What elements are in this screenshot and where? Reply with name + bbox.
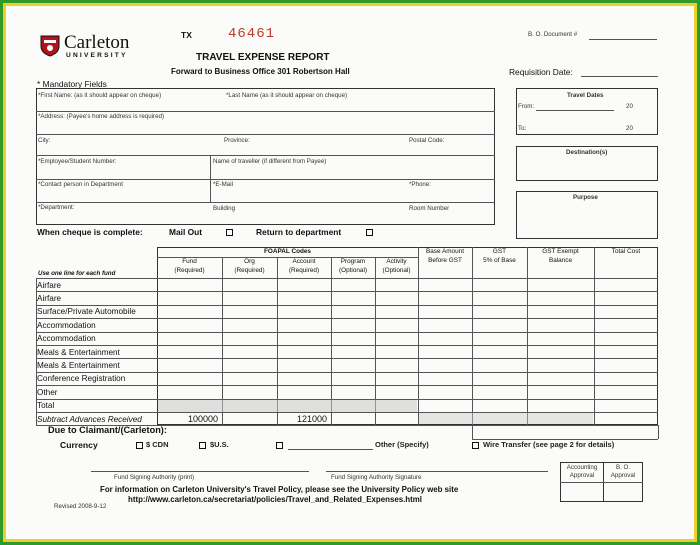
room-number-field[interactable]: Room Number bbox=[409, 205, 450, 212]
expense-cell[interactable] bbox=[278, 306, 330, 317]
expense-cell[interactable] bbox=[332, 413, 374, 424]
expense-cell[interactable] bbox=[419, 400, 471, 411]
travel-from-year: 20 bbox=[626, 103, 633, 110]
expense-row-label: Total bbox=[37, 401, 55, 411]
expense-cell[interactable] bbox=[332, 279, 374, 290]
total-row-shade bbox=[158, 400, 417, 412]
fund-authority-print-line[interactable] bbox=[91, 471, 309, 472]
expense-cell[interactable] bbox=[158, 373, 221, 384]
expense-cell[interactable] bbox=[528, 400, 593, 411]
expense-cell[interactable] bbox=[278, 386, 330, 397]
expense-cell[interactable] bbox=[473, 400, 526, 411]
expense-row-label: Accommodation bbox=[37, 320, 96, 330]
expense-cell[interactable] bbox=[528, 386, 593, 397]
cdn-label: $ CDN bbox=[146, 440, 169, 449]
expense-row-label: Other bbox=[37, 387, 58, 397]
expense-cell[interactable] bbox=[595, 319, 657, 330]
expense-cell[interactable] bbox=[332, 359, 374, 370]
expense-cell[interactable] bbox=[595, 292, 657, 303]
expense-cell[interactable] bbox=[528, 306, 593, 317]
expense-cell[interactable] bbox=[223, 292, 276, 303]
first-name-field[interactable]: *First Name: (as it should appear on cheque) bbox=[38, 92, 162, 99]
expense-cell[interactable] bbox=[376, 306, 417, 317]
expense-cell[interactable] bbox=[595, 373, 657, 384]
expense-cell[interactable] bbox=[595, 400, 657, 411]
column-header: Total Cost bbox=[611, 248, 641, 255]
expense-cell[interactable] bbox=[223, 333, 276, 344]
column-header: GST Exempt Balance bbox=[542, 248, 579, 264]
expense-cell[interactable] bbox=[278, 279, 330, 290]
expense-row-label: Airfare bbox=[37, 293, 62, 303]
expense-cell[interactable] bbox=[528, 319, 593, 330]
expense-cell[interactable] bbox=[528, 279, 593, 290]
carleton-shield-icon bbox=[40, 35, 60, 57]
logo-sub: UNIVERSITY bbox=[66, 52, 128, 59]
expense-cell[interactable] bbox=[376, 292, 417, 303]
destinations-title: Destination(s) bbox=[566, 149, 608, 156]
expense-cell[interactable] bbox=[419, 386, 471, 397]
divider bbox=[210, 155, 211, 202]
traveller-name-field[interactable]: Name of traveller (if different from Payee) bbox=[213, 158, 327, 165]
expense-cell[interactable] bbox=[595, 333, 657, 344]
other-currency-line[interactable] bbox=[288, 449, 373, 450]
expense-cell[interactable] bbox=[158, 306, 221, 317]
expense-cell[interactable] bbox=[376, 279, 417, 290]
divider bbox=[36, 134, 495, 135]
requisition-date-label: Requisition Date: bbox=[509, 67, 573, 77]
revised-date: Revised 2008-9-12 bbox=[54, 503, 107, 510]
expense-cell[interactable] bbox=[419, 306, 471, 317]
expense-cell[interactable] bbox=[278, 346, 330, 357]
divider bbox=[36, 179, 495, 180]
expense-cell[interactable] bbox=[332, 373, 374, 384]
bo-approval-label: B. O. Approval bbox=[610, 464, 636, 479]
due-rule bbox=[658, 425, 659, 439]
expense-cell[interactable] bbox=[595, 306, 657, 317]
cdn-checkbox[interactable] bbox=[136, 442, 143, 449]
expense-cell[interactable] bbox=[223, 306, 276, 317]
expense-cell[interactable] bbox=[473, 292, 526, 303]
contact-person-field[interactable]: *Contact person in Department bbox=[38, 181, 123, 188]
divider bbox=[36, 111, 495, 112]
expense-cell[interactable] bbox=[332, 333, 374, 344]
expense-cell[interactable] bbox=[223, 346, 276, 357]
expense-cell[interactable] bbox=[376, 413, 417, 424]
expense-cell[interactable] bbox=[595, 279, 657, 290]
forward-instruction: Forward to Business Office 301 Robertson Hall bbox=[171, 67, 350, 76]
expense-cell[interactable] bbox=[376, 373, 417, 384]
expense-cell[interactable] bbox=[278, 373, 330, 384]
fund-authority-signature-line[interactable] bbox=[326, 471, 548, 472]
travel-from-line[interactable] bbox=[536, 110, 614, 111]
expense-cell[interactable] bbox=[332, 346, 374, 357]
expense-cell[interactable] bbox=[473, 279, 526, 290]
wire-transfer-checkbox[interactable] bbox=[472, 442, 479, 449]
expense-cell[interactable] bbox=[376, 319, 417, 330]
accounting-approval-label: Accounting Approval bbox=[566, 464, 598, 479]
subtract-row-shade bbox=[419, 413, 593, 424]
expense-cell[interactable] bbox=[158, 279, 221, 290]
divider bbox=[603, 482, 643, 483]
policy-note: For information on Carleton University's Travel Policy, please see the University Policy web site bbox=[100, 485, 459, 494]
document-number: 46461 bbox=[228, 26, 276, 42]
return-department-label: Return to department bbox=[256, 227, 342, 237]
expense-row-label: Meals & Entertainment bbox=[37, 360, 120, 370]
expense-cell[interactable] bbox=[419, 359, 471, 370]
expense-cell[interactable] bbox=[473, 333, 526, 344]
expense-cell[interactable] bbox=[223, 319, 276, 330]
form-page bbox=[6, 6, 694, 539]
other-currency-label: Other (Specify) bbox=[375, 440, 429, 449]
purpose-title: Purpose bbox=[573, 194, 598, 201]
return-department-checkbox[interactable] bbox=[366, 229, 373, 236]
use-one-line-note: Use one line for each fund bbox=[38, 270, 116, 277]
column-header: Org (Required) bbox=[234, 258, 265, 274]
expense-cell[interactable] bbox=[223, 373, 276, 384]
expense-row-label: Airfare bbox=[37, 280, 62, 290]
expense-cell[interactable] bbox=[419, 279, 471, 290]
expense-cell[interactable] bbox=[332, 386, 374, 397]
expense-cell[interactable] bbox=[528, 292, 593, 303]
expense-cell[interactable] bbox=[528, 359, 593, 370]
department-field[interactable]: *Department: bbox=[38, 204, 75, 211]
column-header: Program (Optional) bbox=[338, 258, 368, 274]
mail-out-checkbox[interactable] bbox=[226, 229, 233, 236]
expense-cell[interactable] bbox=[223, 386, 276, 397]
travel-to-year: 20 bbox=[626, 125, 633, 132]
logo-name: Carleton bbox=[64, 32, 130, 53]
fund-advance-value: 100000 bbox=[187, 413, 218, 424]
province-field[interactable]: Province: bbox=[224, 137, 250, 144]
due-to-claimant-label: Due to Claimant/(Carleton): bbox=[48, 425, 167, 435]
postal-code-field[interactable]: Postal Code: bbox=[409, 137, 445, 144]
building-field[interactable]: Building bbox=[213, 205, 236, 212]
us-checkbox[interactable] bbox=[199, 442, 206, 449]
expense-cell[interactable] bbox=[332, 306, 374, 317]
expense-cell[interactable] bbox=[278, 292, 330, 303]
expense-cell[interactable] bbox=[223, 359, 276, 370]
mail-out-label: Mail Out bbox=[169, 227, 203, 237]
expense-cell[interactable] bbox=[528, 333, 593, 344]
expense-cell[interactable] bbox=[419, 373, 471, 384]
divider bbox=[560, 482, 604, 483]
expense-cell[interactable] bbox=[376, 386, 417, 397]
expense-cell[interactable] bbox=[473, 386, 526, 397]
cheque-complete-label: When cheque is complete: bbox=[37, 227, 143, 237]
city-field[interactable]: City: bbox=[38, 137, 51, 144]
other-currency-checkbox[interactable] bbox=[276, 442, 283, 449]
fund-authority-signature-label: Fund Signing Authority Signature bbox=[331, 474, 422, 481]
requisition-date-line bbox=[581, 76, 658, 77]
column-header: Fund (Required) bbox=[174, 258, 205, 274]
expense-row-label: Subtract Advances Received bbox=[37, 414, 142, 424]
expense-cell[interactable] bbox=[376, 346, 417, 357]
expense-cell[interactable] bbox=[595, 386, 657, 397]
column-header: GST 5% of Base bbox=[483, 248, 516, 264]
expense-cell[interactable] bbox=[419, 292, 471, 303]
expense-cell[interactable] bbox=[595, 359, 657, 370]
expense-cell[interactable] bbox=[158, 359, 221, 370]
currency-label: Currency bbox=[60, 440, 98, 450]
us-label: $U.S. bbox=[210, 440, 229, 449]
bo-document-line bbox=[589, 39, 657, 40]
expense-cell[interactable] bbox=[332, 319, 374, 330]
expense-cell[interactable] bbox=[473, 346, 526, 357]
expense-cell[interactable] bbox=[473, 359, 526, 370]
expense-cell[interactable] bbox=[223, 279, 276, 290]
expense-row-label: Conference Registration bbox=[37, 374, 126, 384]
address-field[interactable]: *Address: (Payee's home address is required) bbox=[38, 113, 165, 120]
last-name-field[interactable]: *Last Name (as it should appear on cheque) bbox=[226, 92, 348, 99]
expense-cell[interactable] bbox=[278, 359, 330, 370]
expense-cell[interactable] bbox=[473, 319, 526, 330]
mandatory-fields-note: * Mandatory Fields bbox=[37, 79, 107, 89]
expense-cell[interactable] bbox=[158, 386, 221, 397]
expense-cell[interactable] bbox=[223, 413, 276, 424]
expense-cell[interactable] bbox=[158, 319, 221, 330]
expense-cell[interactable] bbox=[278, 333, 330, 344]
employee-number-field[interactable]: *Employee/Student Number: bbox=[38, 158, 117, 165]
account-advance-value: 121000 bbox=[296, 413, 327, 424]
report-title: TRAVEL EXPENSE REPORT bbox=[196, 52, 330, 63]
travel-to-label: To: bbox=[518, 125, 527, 132]
divider bbox=[36, 202, 495, 203]
email-field[interactable]: *E-Mail bbox=[213, 181, 233, 188]
expense-cell[interactable] bbox=[158, 292, 221, 303]
expense-cell[interactable] bbox=[595, 413, 657, 424]
policy-url[interactable]: http://www.carleton.ca/secretariat/policies/Travel_and_Related_Expenses.html bbox=[128, 495, 422, 504]
expense-cell[interactable] bbox=[473, 373, 526, 384]
expense-cell[interactable] bbox=[376, 359, 417, 370]
expense-cell[interactable] bbox=[419, 319, 471, 330]
expense-cell[interactable] bbox=[528, 346, 593, 357]
expense-cell[interactable] bbox=[158, 346, 221, 357]
column-header: Activity (Optional) bbox=[382, 258, 411, 274]
travel-dates-title: Travel Dates bbox=[567, 92, 604, 99]
expense-cell[interactable] bbox=[278, 319, 330, 330]
wire-transfer-label: Wire Transfer (see page 2 for details) bbox=[483, 440, 615, 449]
expense-row-label: Accommodation bbox=[37, 334, 96, 344]
fund-authority-print-label: Fund Signing Authority (print) bbox=[114, 474, 195, 481]
divider bbox=[36, 155, 495, 156]
expense-cell[interactable] bbox=[419, 333, 471, 344]
expense-cell[interactable] bbox=[419, 346, 471, 357]
tx-label: TX bbox=[181, 30, 192, 40]
expense-cell[interactable] bbox=[595, 346, 657, 357]
bo-document-label: B. O. Document # bbox=[528, 31, 578, 38]
foapal-codes-title: FOAPAL Codes bbox=[264, 248, 311, 255]
column-header: Account (Required) bbox=[288, 258, 320, 274]
phone-field[interactable]: *Phone: bbox=[409, 181, 432, 188]
expense-cell[interactable] bbox=[473, 306, 526, 317]
expense-row-label: Surface/Private Automobile bbox=[37, 307, 136, 317]
expense-cell[interactable] bbox=[158, 333, 221, 344]
column-header: Base Amount Before GST bbox=[425, 248, 464, 264]
travel-from-label: From: bbox=[518, 103, 535, 110]
expense-cell[interactable] bbox=[528, 373, 593, 384]
expense-cell[interactable] bbox=[332, 292, 374, 303]
expense-cell[interactable] bbox=[376, 333, 417, 344]
expense-row-label: Meals & Entertainment bbox=[37, 347, 120, 357]
due-rule bbox=[472, 425, 473, 439]
